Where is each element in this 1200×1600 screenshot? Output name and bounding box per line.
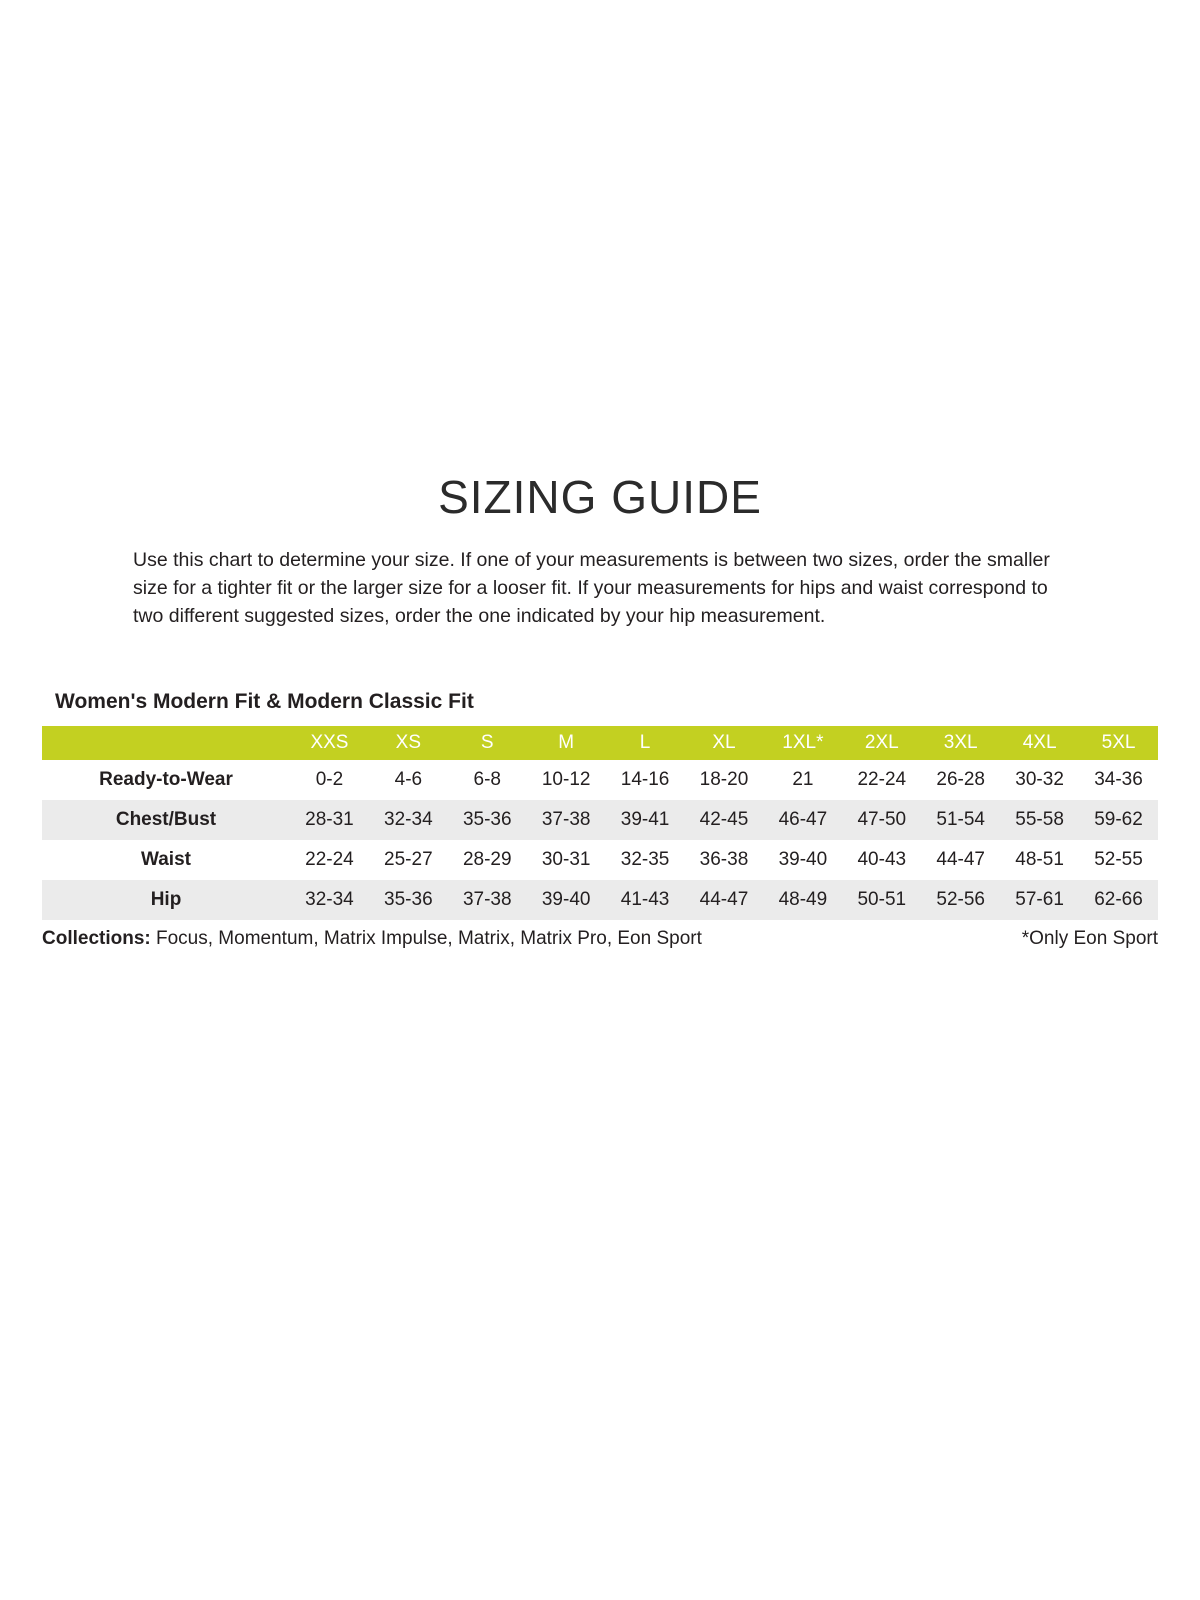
collections-list: Focus, Momentum, Matrix Impulse, Matrix, Matrix Pro, Eon Sport [150,928,702,949]
size-cell: 10-12 [541,769,591,790]
size-cell: 37-38 [541,809,591,830]
size-cell: 46-47 [778,809,828,830]
size-column-header: 4XL [1000,726,1079,760]
intro-paragraph: Use this chart to determine your size. If one of your measurements is between two sizes, order the smaller size for a tighter fit or the larger size for a looser fit. If your measurements for hips and waist correspond to two different suggested sizes, order the one indicated by your hip measurement. [133,549,1050,627]
size-column-header: M [527,726,606,760]
size-cell: 41-43 [620,889,670,910]
size-column-header: XXS [290,726,369,760]
size-cell: 35-36 [384,889,433,910]
size-cell: 40-43 [857,849,907,870]
collections-line [42,928,1158,950]
size-cell: 32-35 [620,849,670,870]
row-label: Ready-to-Wear [99,769,233,790]
size-cell: 57-61 [1015,889,1064,910]
row-label: Waist [141,849,191,870]
collections-label: Collections: [42,928,151,949]
size-cell: 47-50 [857,809,907,830]
size-cell: 32-34 [305,889,354,910]
size-cell: 52-56 [936,889,985,910]
size-cell: 14-16 [620,769,670,790]
size-column-header: 5XL [1079,726,1158,760]
size-cell: 22-24 [857,769,907,790]
size-cell: 21 [792,769,814,790]
size-cell: 62-66 [1094,889,1143,910]
size-cell: 6-8 [473,769,501,790]
corner-cell [42,726,290,760]
size-cell: 55-58 [1015,809,1064,830]
table-row [42,840,1158,880]
size-table-body [42,760,1158,920]
row-label: Hip [150,889,182,910]
size-column-header: L [606,726,685,760]
table-row [42,760,1158,800]
size-cell: 42-45 [699,809,749,830]
size-cell: 0-2 [315,769,344,790]
footnote: *Only Eon Sport [1021,928,1158,949]
collections-text [42,928,702,950]
size-column-header: XL [685,726,764,760]
size-column-header: 3XL [921,726,1000,760]
size-column-header: 2XL [842,726,921,760]
size-cell: 26-28 [936,769,985,790]
row-label: Chest/Bust [115,809,217,830]
size-cell: 34-36 [1094,769,1143,790]
size-cell: 39-40 [778,849,828,870]
size-cell: 32-34 [384,809,433,830]
size-cell: 44-47 [699,889,749,910]
size-cell: 28-31 [305,809,354,830]
sizing-table [42,726,1158,920]
size-cell: 52-55 [1094,849,1143,870]
size-header-row [42,726,1158,760]
size-cell: 30-32 [1015,769,1064,790]
size-cell: 39-40 [541,889,591,910]
size-column-header: S [448,726,527,760]
section-heading: Women's Modern Fit & Modern Classic Fit [55,690,474,713]
size-cell: 30-31 [541,849,591,870]
size-column-header: XS [369,726,448,760]
size-cell: 35-36 [462,809,512,830]
size-cell: 50-51 [857,889,907,910]
size-cell: 51-54 [936,809,985,830]
size-cell: 4-6 [394,769,423,790]
size-cell: 25-27 [384,849,433,870]
size-cell: 36-38 [699,849,749,870]
size-cell: 37-38 [462,889,512,910]
size-cell: 18-20 [699,769,749,790]
size-table-head [42,726,1158,760]
size-cell: 22-24 [305,849,354,870]
size-cell: 48-49 [778,889,828,910]
size-column-header: 1XL* [763,726,842,760]
table-row [42,800,1158,840]
size-cell: 48-51 [1015,849,1064,870]
page-title: SIZING GUIDE [438,471,762,523]
size-cell: 59-62 [1094,809,1143,830]
size-cell: 28-29 [462,849,512,870]
table-row [42,880,1158,920]
size-cell: 39-41 [620,809,670,830]
size-cell: 44-47 [936,849,985,870]
